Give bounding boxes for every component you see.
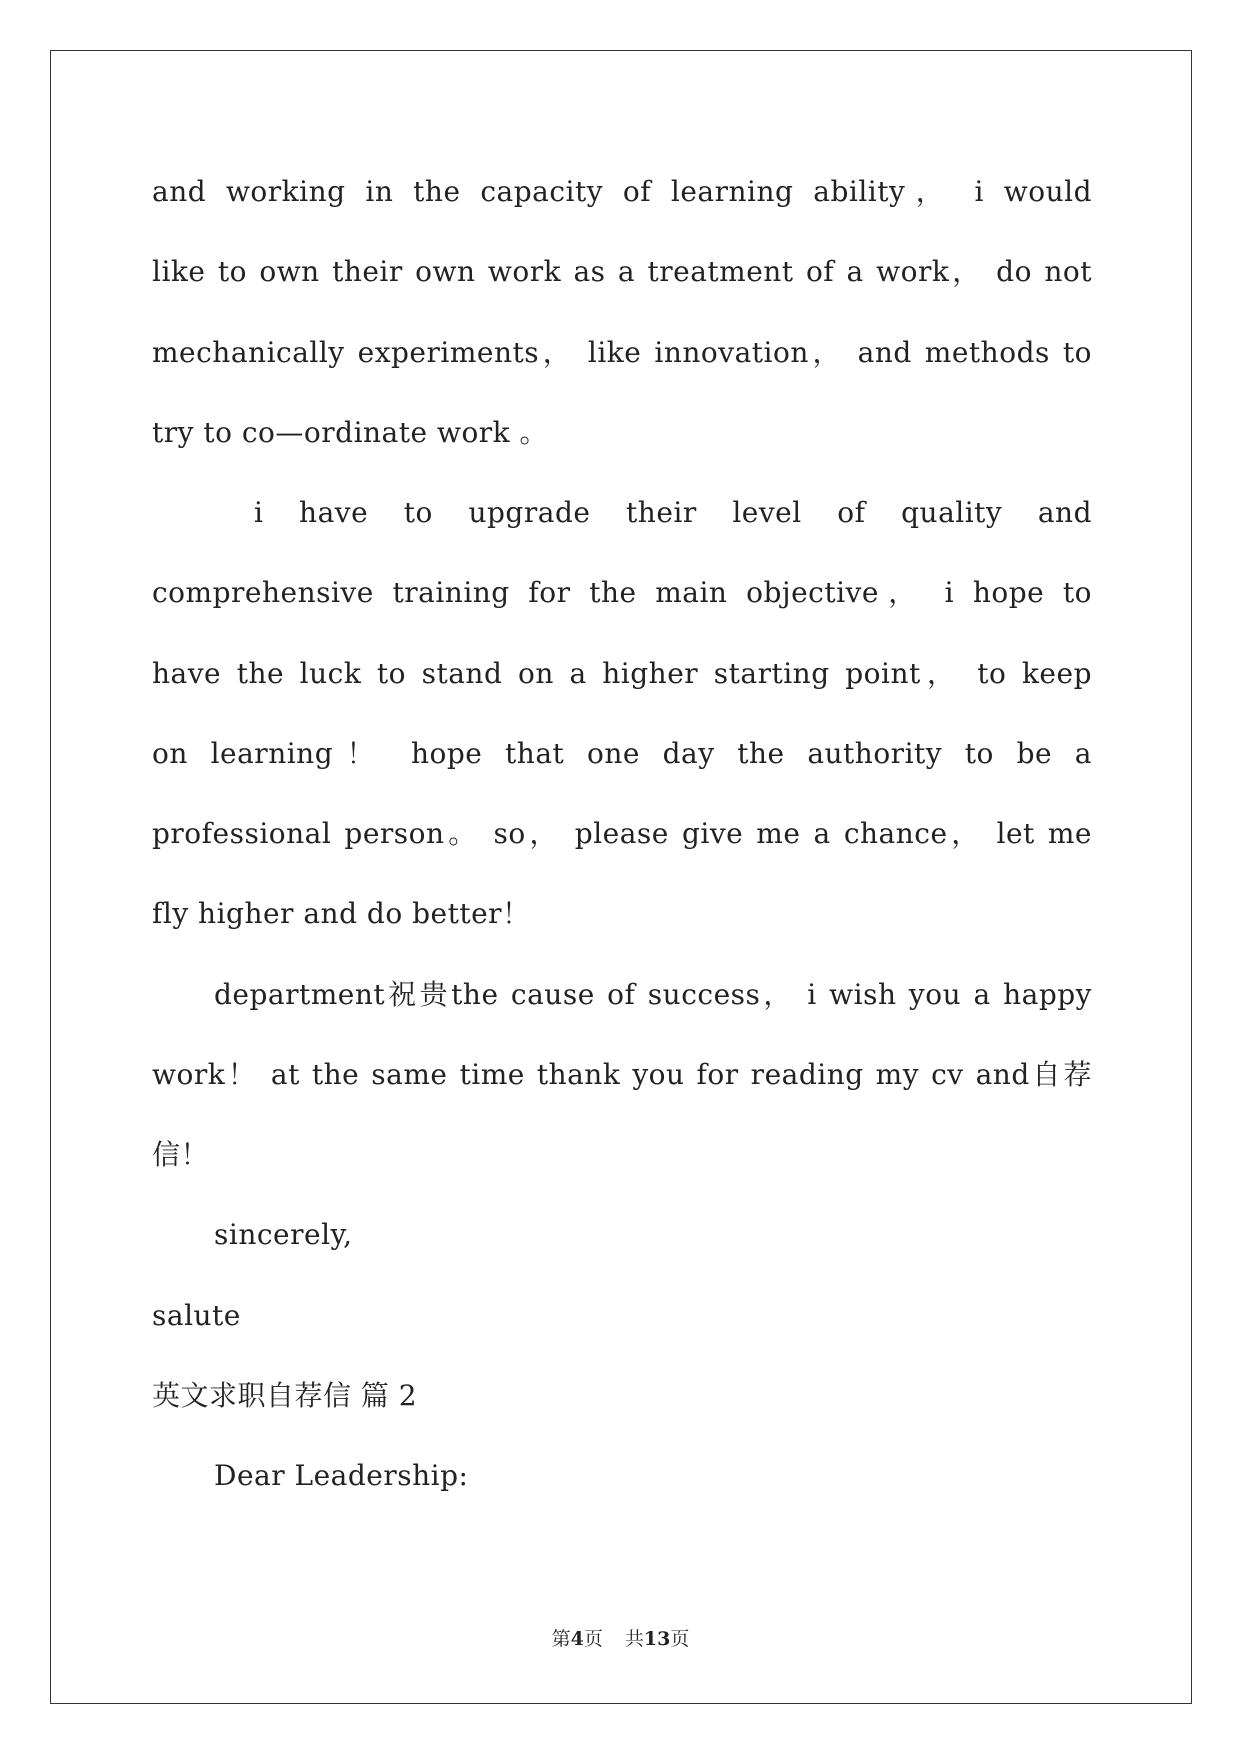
text-line: i have to upgrade their level of quality and <box>254 496 1092 529</box>
page-footer <box>0 1626 1241 1652</box>
greeting-line: Dear Leadership: <box>214 1459 469 1492</box>
footer-total-suffix: 页 <box>670 1628 690 1650</box>
salutation-line: salute <box>152 1299 241 1332</box>
text-line: professional person。 so， please give me a chance， let me <box>152 817 1092 850</box>
text-line: comprehensive training for the main objective， i hope to <box>152 576 1092 609</box>
text-line: mechanically experiments， like innovation， and methods to <box>152 336 1092 369</box>
text-line: like to own their own work as a treatment of a work， do not <box>152 255 1092 288</box>
text-line: work！ at the same time thank you for reading my cv and自荐 <box>152 1058 1092 1091</box>
footer-page-number: 4 <box>570 1628 584 1650</box>
section-heading: 英文求职自荐信 篇 2 <box>152 1379 418 1412</box>
text-line: fly higher and do better！ <box>152 897 531 930</box>
text-line: try to co—ordinate work 。 <box>152 416 549 449</box>
closing-line: sincerely, <box>214 1218 353 1251</box>
text-line: 信！ <box>152 1138 210 1171</box>
text-line: department祝贵the cause of success， i wish you a happy <box>214 978 1092 1011</box>
text-line: on learning！ hope that one day the authority to be a <box>152 737 1092 770</box>
text-line: have the luck to stand on a higher starting point， to keep <box>152 657 1092 690</box>
text-line: and working in the capacity of learning ability， i would <box>152 175 1092 208</box>
footer-page-prefix: 第 <box>551 1628 571 1650</box>
footer-page-suffix: 页 <box>583 1628 603 1650</box>
footer-total-prefix: 共 <box>624 1628 644 1650</box>
footer-total-pages: 13 <box>643 1628 671 1650</box>
